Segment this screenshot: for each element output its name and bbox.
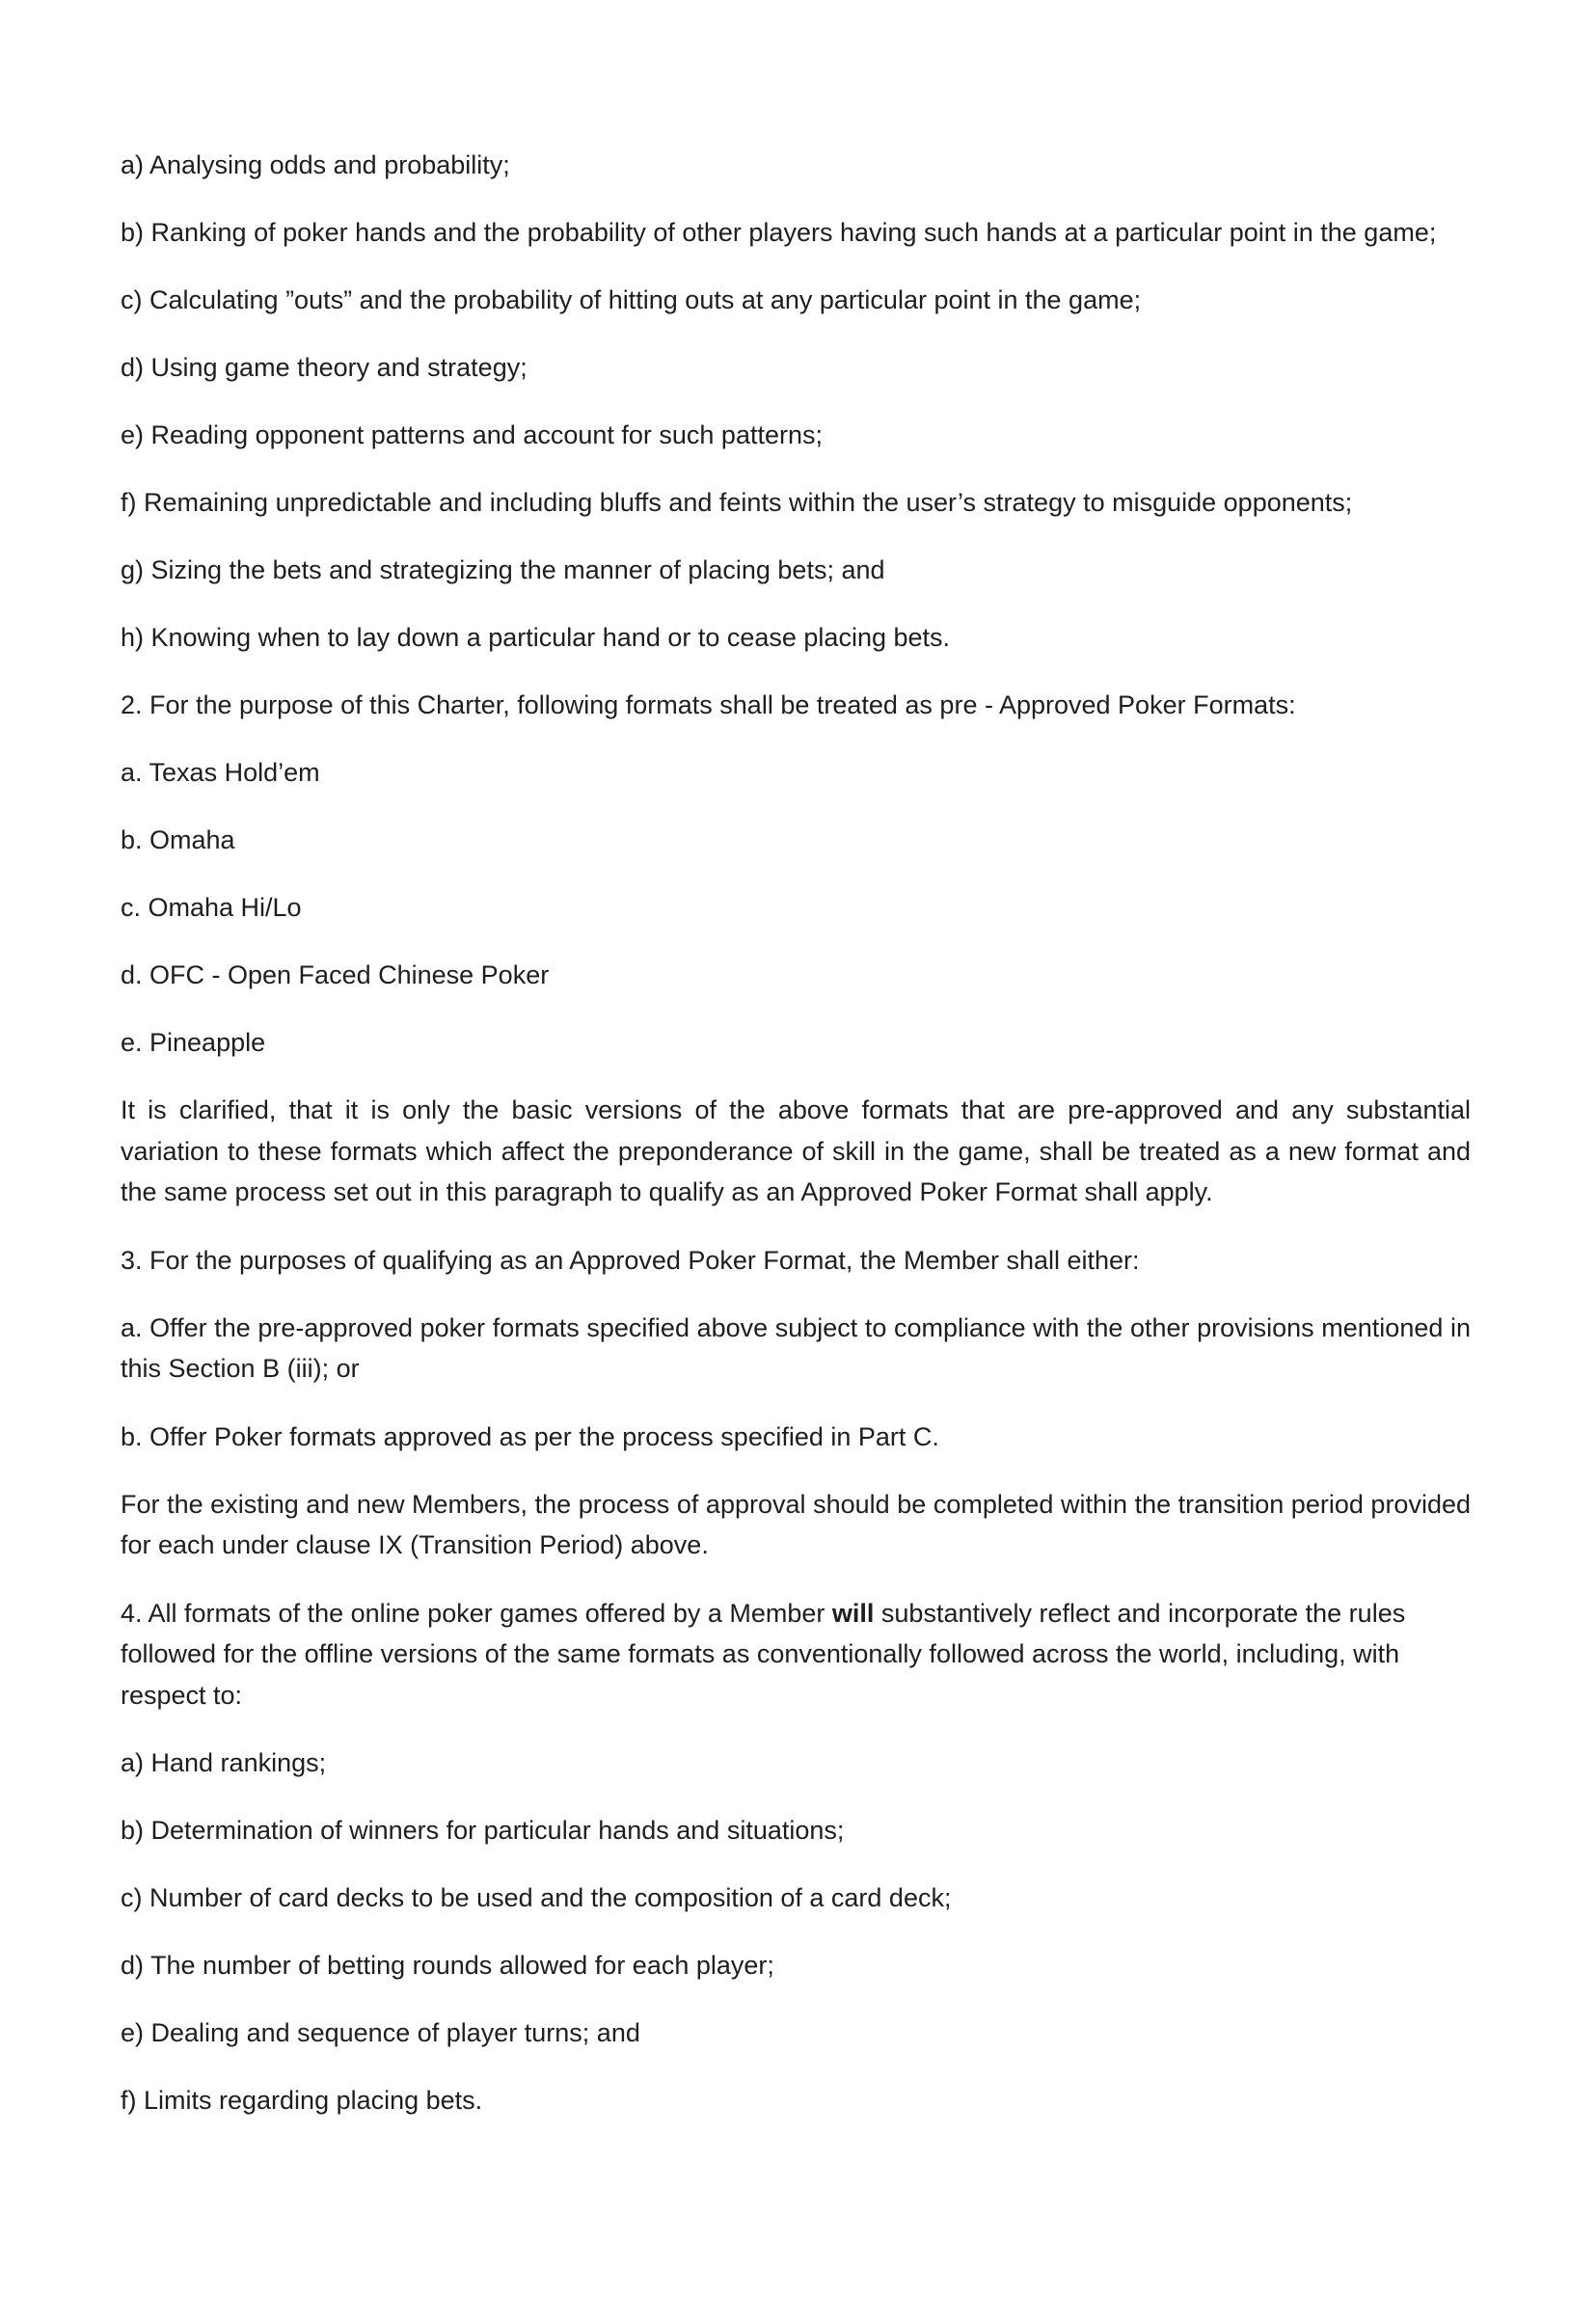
rule-item-b: b) Determination of winners for particular hands and situations; bbox=[121, 1816, 845, 1845]
skill-item-e: e) Reading opponent patterns and account for such patterns; bbox=[121, 420, 823, 449]
section-4-intro-end: substantively reflect and incorporate the rules followed for the offline versions of the same formats as conventionally followed across the world, including, with respect to: bbox=[121, 1598, 1406, 1710]
skill-item-c: c) Calculating ”outs” and the probability of hitting outs at any particular point in the game; bbox=[121, 285, 1142, 314]
document-page bbox=[121, 145, 1471, 2147]
section-2-clarification: It is clarified, that it is only the basic versions of the above formats that are pre-approved and any substantial variation to these formats which affect the preponderance of skill in the game, shall be treated as a new format and the same process set out in this paragraph to qualify as an Approved Poker Format shall apply. bbox=[121, 1095, 1471, 1206]
section-4-intro bbox=[121, 1593, 1471, 1716]
skill-item-h: h) Knowing when to lay down a particular hand or to cease placing bets. bbox=[121, 623, 951, 652]
section-2-intro: 2. For the purpose of this Charter, following formats shall be treated as pre - Approved Poker Formats: bbox=[121, 690, 1296, 719]
skill-item-f: f) Remaining unpredictable and including bluffs and feints within the user’s strategy to misguide opponents; bbox=[121, 488, 1353, 517]
section-3-intro: 3. For the purposes of qualifying as an Approved Poker Format, the Member shall either: bbox=[121, 1245, 1140, 1275]
rule-item-c: c) Number of card decks to be used and the composition of a card deck; bbox=[121, 1883, 952, 1912]
format-item-a: a. Texas Hold’em bbox=[121, 758, 320, 787]
skill-item-g: g) Sizing the bets and strategizing the manner of placing bets; and bbox=[121, 555, 885, 584]
skill-item-a: a) Analysing odds and probability; bbox=[121, 150, 510, 179]
section-4-intro-start: 4. All formats of the online poker games offered by a Member bbox=[121, 1598, 832, 1628]
section-3-transition: For the existing and new Members, the process of approval should be completed within the transition period provided for each under clause IX (Transition Period) above. bbox=[121, 1489, 1471, 1559]
rule-item-a: a) Hand rankings; bbox=[121, 1748, 327, 1777]
rule-item-f: f) Limits regarding placing bets. bbox=[121, 2086, 483, 2115]
skill-item-b: b) Ranking of poker hands and the probability of other players having such hands at a particular point in the game; bbox=[121, 218, 1437, 247]
format-item-c: c. Omaha Hi/Lo bbox=[121, 893, 302, 922]
format-item-e: e. Pineapple bbox=[121, 1028, 266, 1057]
rule-item-e: e) Dealing and sequence of player turns; and bbox=[121, 2018, 640, 2047]
section-4-intro-bold: will bbox=[831, 1598, 875, 1628]
rule-item-d: d) The number of betting rounds allowed for each player; bbox=[121, 1951, 774, 1980]
format-item-b: b. Omaha bbox=[121, 825, 235, 854]
skill-item-d: d) Using game theory and strategy; bbox=[121, 353, 527, 382]
section-3-option-b: b. Offer Poker formats approved as per the process specified in Part C. bbox=[121, 1421, 939, 1451]
section-3-option-a: a. Offer the pre-approved poker formats specified above subject to compliance with the other provisions mentioned in this Section B (iii); or bbox=[121, 1312, 1471, 1383]
format-item-d: d. OFC - Open Faced Chinese Poker bbox=[121, 960, 550, 989]
